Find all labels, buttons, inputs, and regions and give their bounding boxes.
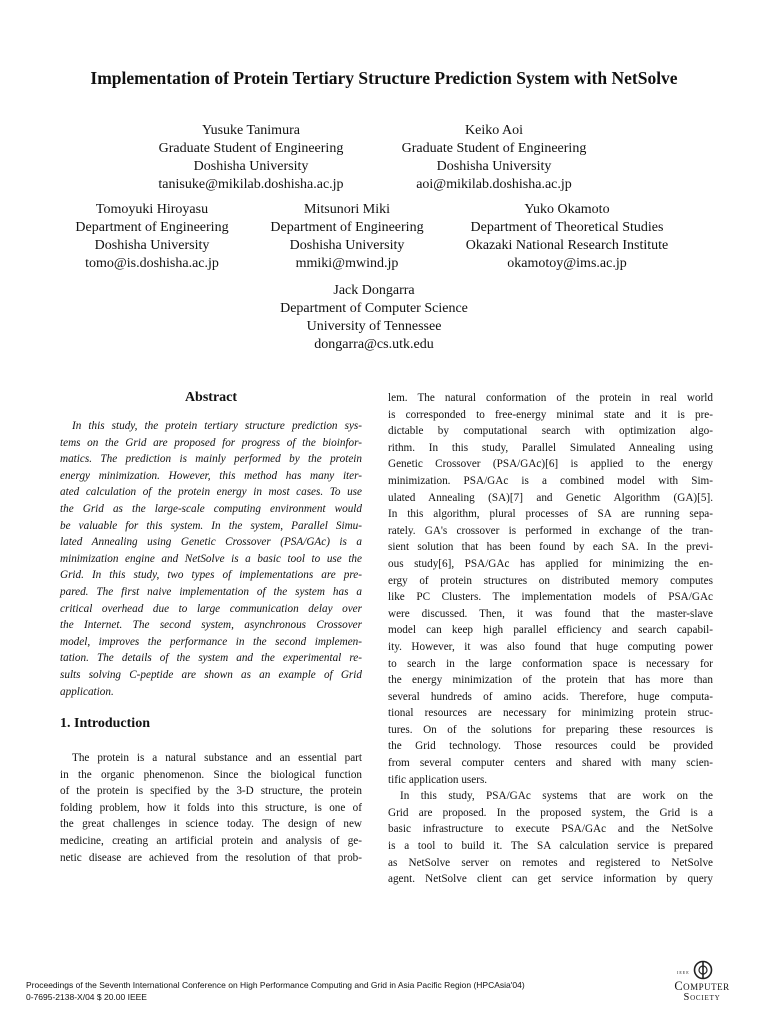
author-role: Department of Engineering (75, 220, 229, 235)
text-line: minimization. PSA/GAc is a combined model with Sim- (388, 474, 713, 487)
footer-isbn-line: 0-7695-2138-X/04 $ 20.00 IEEE (26, 992, 147, 1002)
text-line: application. (60, 685, 114, 698)
text-line: In this study, the protein tertiary structure prediction sys- (72, 420, 362, 432)
author-affiliation: Doshisha University (193, 159, 309, 174)
text-line: ergy of protein structures on distributed memory computes (388, 574, 713, 587)
author-name: Keiko Aoi (465, 123, 523, 138)
text-line: several hundreds of amino acids. Therefore, huge computa- (388, 690, 713, 703)
text-line: tific application users. (388, 773, 488, 786)
text-line: as NetSolve server on remotes and registered to NetSolve (388, 856, 713, 869)
author-role: Department of Theoretical Studies (470, 220, 664, 235)
author-block (374, 122, 614, 194)
author-block (251, 201, 443, 273)
text-line: ity. However, it was also found that huge computing power (388, 640, 713, 653)
text-line: sient solution that has been found by each SA. In the previ- (388, 541, 713, 554)
logo-small-text: IEEE (677, 970, 690, 975)
text-line: the Internet. The second system, asynchronous Crossover (60, 619, 362, 632)
author-email: okamotoy@ims.ac.jp (507, 256, 627, 271)
text-line: tems on the Grid are proposed for progress of the bioinfor- (60, 436, 362, 449)
author-email: mmiki@mwind.jp (295, 256, 399, 271)
text-line: of the protein is specified by the 3-D structure, the protein (60, 785, 362, 798)
author-email: tanisuke@mikilab.doshisha.ac.jp (158, 177, 344, 192)
introduction-text (60, 750, 362, 866)
text-line: minimization engine and NetSolve is a basic tool to use the (60, 552, 362, 565)
author-affiliation: Doshisha University (94, 238, 210, 253)
text-line: ous study[6], PSA/GAc has applied for minimizing the en- (388, 557, 713, 570)
text-line: is a tool to build it. The SA calculation service is prepared (388, 840, 713, 853)
text-line: Grid. In this study, two types of implementations are pre- (60, 569, 362, 582)
author-affiliation: Okazaki National Research Institute (465, 238, 669, 253)
text-line: tation. The details of the system and the experimental re- (60, 652, 362, 665)
logo-text-computer: Computer (674, 979, 730, 993)
author-email: dongarra@cs.utk.edu (314, 337, 434, 352)
text-line: medicine, creating an artificial protein and analysis of ge- (60, 834, 362, 847)
author-email: aoi@mikilab.doshisha.ac.jp (416, 177, 572, 192)
author-name: Yuko Okamoto (524, 202, 610, 217)
author-role: Graduate Student of Engineering (158, 141, 344, 156)
author-name: Yusuke Tanimura (202, 123, 300, 138)
text-line: rately. GA's crossover is performed in exchange of the tran- (388, 524, 713, 537)
text-line: model can keep high parallel efficiency and search capabil- (388, 624, 713, 637)
text-line: to search in the large conformation space is necessary for (388, 657, 713, 670)
logo-text-society: Society (683, 992, 721, 1003)
text-line: In this algorithm, plural processes of SA are running sepa- (388, 508, 713, 521)
author-block (131, 122, 371, 194)
text-line: dictable by computational search with optimization algo- (388, 425, 713, 438)
author-block (254, 282, 494, 354)
computer-society-logo (660, 960, 744, 1004)
text-line: folding problem, how it folds into this structure, is one of (60, 801, 362, 814)
introduction-text-continued (388, 390, 713, 888)
text-line: Genetic Crossover (PSA/GAc)[6] is applied to the energy (388, 458, 713, 471)
text-line: lated Annealing using Genetic Crossover (PSA/GAc) is a (60, 536, 362, 549)
text-line: tures. On of the solutions for preparing these resources is (388, 723, 713, 736)
text-line: like PC Clusters. The implementation models of PSA/GAc (388, 591, 713, 604)
text-line: the energy minimization of the protein that has more than (388, 674, 713, 687)
text-line: the great challenges in science today. The design of new (60, 818, 362, 831)
text-line: The protein is a natural substance and an essential part (72, 752, 362, 764)
text-line: in the organic phenomenon. Since the biological function (60, 768, 362, 781)
author-affiliation: Doshisha University (289, 238, 405, 253)
abstract-heading: Abstract (184, 390, 238, 405)
text-line: agent. NetSolve client can get service information by query (388, 873, 713, 886)
text-line: be valuable for this system. In the system, Parallel Simu- (60, 519, 362, 532)
text-line: matics. The prediction is mainly performed by the protein (60, 453, 362, 466)
author-name: Mitsunori Miki (304, 202, 390, 217)
author-block (56, 201, 248, 273)
author-role: Department of Computer Science (280, 301, 468, 316)
text-line: tional resources are necessary for minimizing protein struc- (388, 707, 713, 720)
author-role: Department of Engineering (270, 220, 424, 235)
text-line: the Grid as the large-scale computing environment would (60, 502, 362, 515)
text-line: ated calculation of the protein energy in most cases. To use (60, 486, 362, 499)
text-line: pared. The first naive implementation of the system has a (60, 585, 362, 598)
section-heading-introduction: 1. Introduction (60, 716, 150, 731)
author-affiliation: University of Tennessee (306, 319, 442, 334)
author-email: tomo@is.doshisha.ac.jp (85, 256, 219, 271)
text-line: basic infrastructure to execute PSA/GAc and the NetSolve (388, 823, 713, 836)
abstract-text (60, 418, 362, 700)
author-role: Graduate Student of Engineering (401, 141, 587, 156)
author-name: Tomoyuki Hiroyasu (95, 202, 209, 217)
text-line: were discussed. Then, it was found that the master-slave (388, 607, 713, 620)
text-line: rithm. In this study, Parallel Simulated Annealing using (388, 441, 713, 454)
text-line: ulated Annealing (SA)[7] and Genetic Algorithm (GA)[5]. (388, 491, 713, 504)
ieee-emblem-icon (693, 960, 713, 980)
text-line: lem. The natural conformation of the protein in real world (388, 392, 713, 404)
paper-title: Implementation of Protein Tertiary Structure Prediction System with NetSolve (90, 68, 678, 88)
text-line: from several computer centers and shared with many scien- (388, 757, 713, 770)
text-line: In this study, PSA/GAc systems that are work on the (400, 790, 713, 803)
text-line: the Grid technology. Those resources could be provided (388, 740, 713, 753)
text-line: is corresponded to free-energy minimal state and it is pre- (388, 408, 713, 421)
author-block (446, 201, 688, 273)
footer-proceedings-line: Proceedings of the Seventh International Conference on High Performance Computing and Grid in Asia Pacific Region (HPCAsia'04) (26, 980, 525, 990)
text-line: energy minimization. However, this method has many iter- (60, 469, 362, 482)
text-line: Grid are proposed. In the proposed system, the Grid is a (388, 806, 713, 819)
text-line: sults solving C-peptide are shown as an example of Grid (60, 668, 362, 681)
proceedings-footer (26, 979, 646, 1003)
author-affiliation: Doshisha University (436, 159, 552, 174)
text-line: netic disease are achieved from the resolution of that prob- (60, 851, 362, 864)
author-name: Jack Dongarra (333, 283, 415, 298)
text-line: model, improves the performance in the second implemen- (60, 635, 362, 648)
text-line: critical overhead due to large communication delay over (60, 602, 362, 615)
